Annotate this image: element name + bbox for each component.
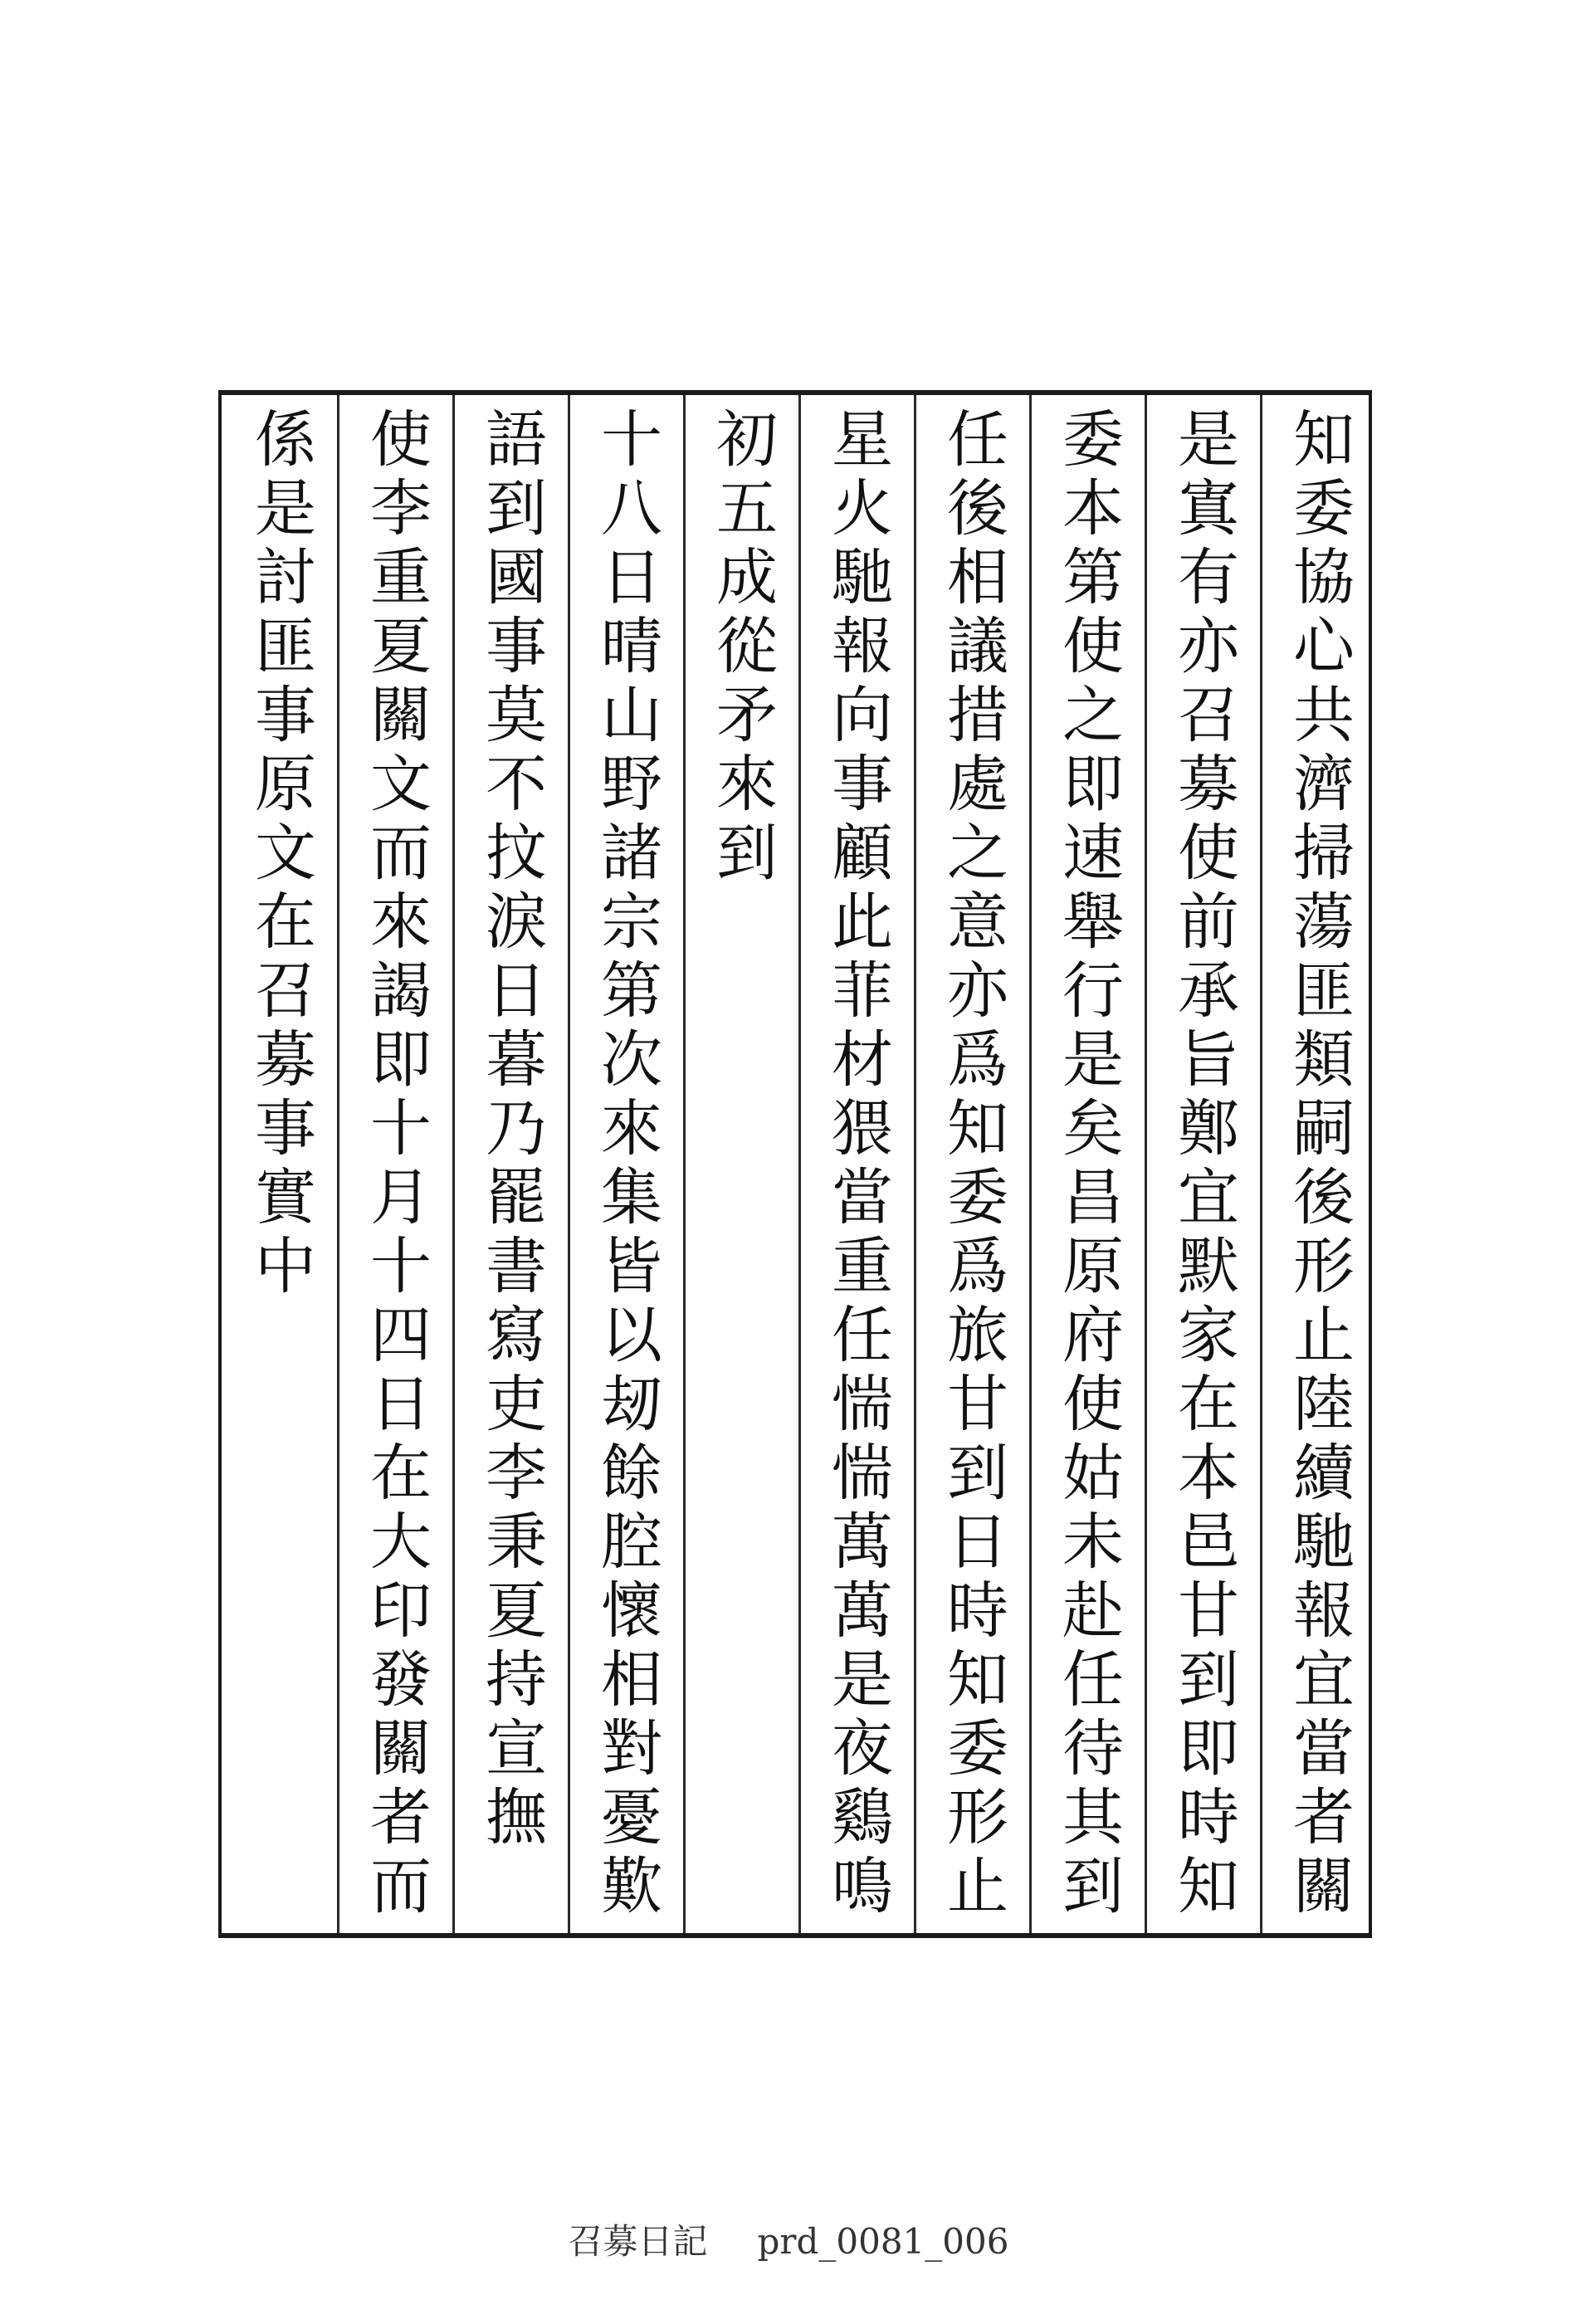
caption-title: 召募日記	[568, 2221, 708, 2262]
text-column-6: 初五成從矛來到	[706, 407, 778, 889]
text-column-5: 星火馳報向事顧此菲材猥當重任惴惴萬萬是夜鷄鳴	[822, 407, 893, 1922]
text-column-3: 委本第使之即速舉行是矣昌原府使姑未赴任待其到	[1052, 407, 1124, 1922]
text-column-2: 是寘有亦召募使前承旨鄭宜默家在本邑甘到即時知	[1168, 407, 1239, 1922]
text-column-9: 使李重夏關文而來謁即十月十四日在大印發關者而	[360, 407, 432, 1922]
text-column-8: 語到國事莫不抆淚日暮乃罷書寫吏李秉夏持宣撫	[476, 407, 547, 1853]
text-frame	[218, 390, 1372, 1938]
text-column-4: 任後相議措處之意亦爲知委爲旅甘到日時知委形止	[937, 407, 1008, 1922]
caption-page-id: prd_0081_006	[757, 2221, 1009, 2262]
page-caption	[0, 2214, 1577, 2264]
text-column-7: 十八日晴山野諸宗第次來集皆以刼餘腔懷相對憂歎	[591, 407, 662, 1922]
text-column-1: 知委協心共濟掃蕩匪類嗣後形止陸續馳報宜當者關	[1283, 407, 1355, 1922]
text-column-10: 係是討匪事原文在召募事實中	[245, 407, 316, 1302]
